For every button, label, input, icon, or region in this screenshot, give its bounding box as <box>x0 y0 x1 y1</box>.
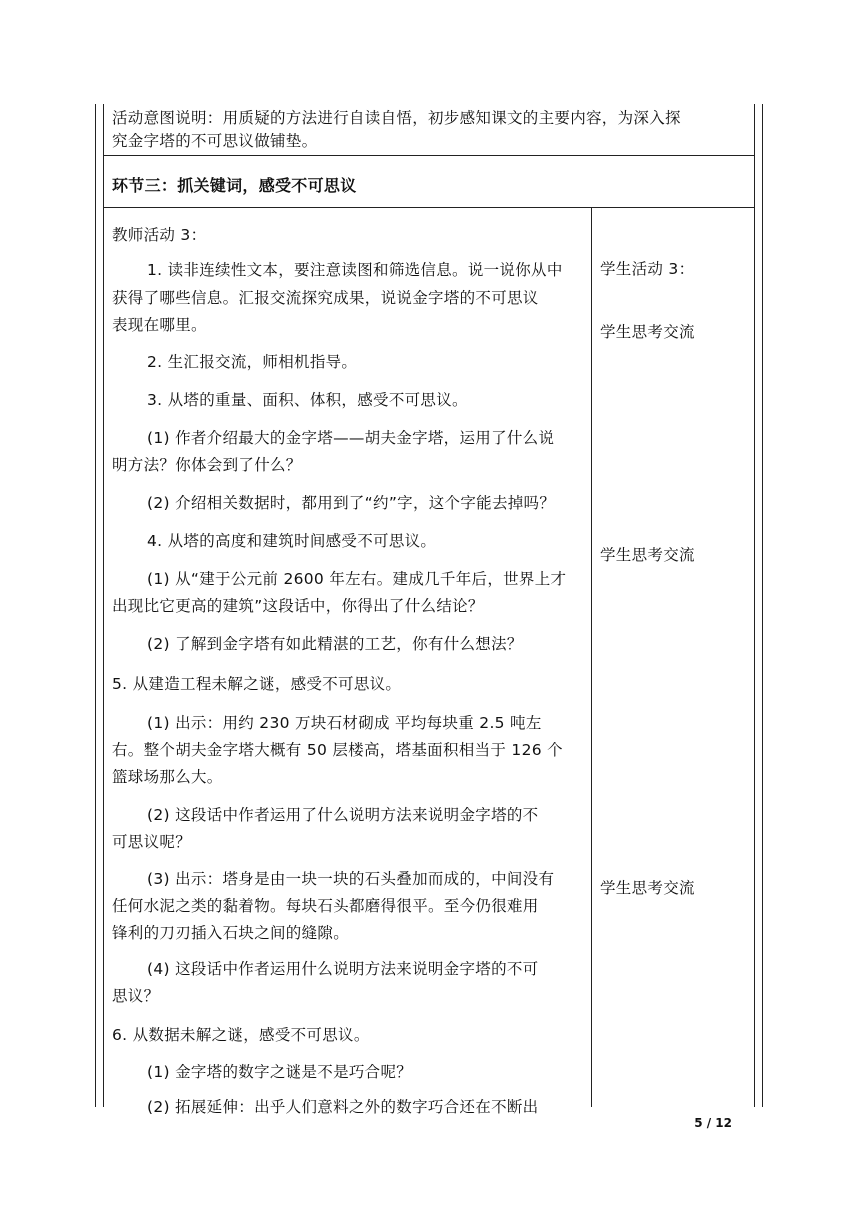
teacher-line: 6. 从数据未解之谜，感受不可思议。 <box>112 1026 370 1044</box>
teacher-line: 明方法？你体会到了什么？ <box>112 456 302 474</box>
section-title: 环节三：抓关键词，感受不可思议 <box>112 176 357 195</box>
teacher-line: (2) 这段话中作者运用了什么说明方法来说明金字塔的不 <box>147 806 539 824</box>
teacher-line: (1) 出示：用约 230 万块石材砌成 平均每块重 2.5 吨左 <box>147 714 542 732</box>
intent-line-2: 究金字塔的不可思议做铺垫。 <box>112 132 318 150</box>
teacher-line: (4) 这段话中作者运用什么说明方法来说明金字塔的不可 <box>147 960 539 978</box>
teacher-line: 可思议呢？ <box>112 833 192 851</box>
teacher-line: 锋利的刀刃插入石块之间的缝隙。 <box>112 924 350 942</box>
teacher-line: 右。整个胡夫金字塔大概有 50 层楼高，塔基面积相当于 126 个 <box>112 741 563 759</box>
teacher-line: 4. 从塔的高度和建筑时间感受不可思议。 <box>147 532 437 550</box>
teacher-line: (3) 出示：塔身是由一块一块的石头叠加而成的，中间没有 <box>147 870 555 888</box>
teacher-line: (2) 拓展延伸：出乎人们意料之外的数字巧合还在不断出 <box>147 1098 539 1116</box>
teacher-line: (1) 金字塔的数字之谜是不是巧合呢？ <box>147 1063 413 1081</box>
teacher-line: (2) 了解到金字塔有如此精湛的工艺，你有什么想法？ <box>147 635 523 653</box>
teacher-line: 1. 读非连续性文本，要注意读图和筛选信息。说一说你从中 <box>147 261 563 279</box>
teacher-line: 5. 从建造工程未解之谜，感受不可思议。 <box>112 675 402 693</box>
teacher-line: 获得了哪些信息。汇报交流探究成果，说说金字塔的不可思议 <box>112 289 539 307</box>
student-heading: 学生活动 3： <box>600 260 695 278</box>
teacher-line: 3. 从塔的重量、面积、体积，感受不可思议。 <box>147 391 468 409</box>
page-number: 5 / 12 <box>694 1116 732 1130</box>
column-divider <box>591 207 592 1107</box>
teacher-line: (1) 从“建于公元前 2600 年左右。建成几千年后，世界上才 <box>147 570 567 588</box>
teacher-heading: 教师活动 3： <box>112 226 207 244</box>
student-item: 学生思考交流 <box>600 323 695 341</box>
student-item: 学生思考交流 <box>600 546 695 564</box>
teacher-line: 任何水泥之类的黏着物。每块石头都磨得很平。至今仍很难用 <box>112 897 539 915</box>
row-divider <box>103 207 755 208</box>
teacher-line: 篮球场那么大。 <box>112 768 223 786</box>
intent-line-1: 活动意图说明：用质疑的方法进行自读自悟，初步感知课文的主要内容，为深入探 <box>112 109 681 127</box>
teacher-line: 表现在哪里。 <box>112 316 207 334</box>
teacher-line: (2) 介绍相关数据时，都用到了“约”字，这个字能去掉吗？ <box>147 494 556 512</box>
row-divider <box>103 155 755 156</box>
student-item: 学生思考交流 <box>600 879 695 897</box>
teacher-line: 思议？ <box>112 987 160 1005</box>
teacher-line: 2. 生汇报交流，师相机指导。 <box>147 353 358 371</box>
teacher-line: (1) 作者介绍最大的金字塔——胡夫金字塔，运用了什么说 <box>147 429 555 447</box>
teacher-line: 出现比它更高的建筑”这段话中，你得出了什么结论？ <box>112 597 484 615</box>
